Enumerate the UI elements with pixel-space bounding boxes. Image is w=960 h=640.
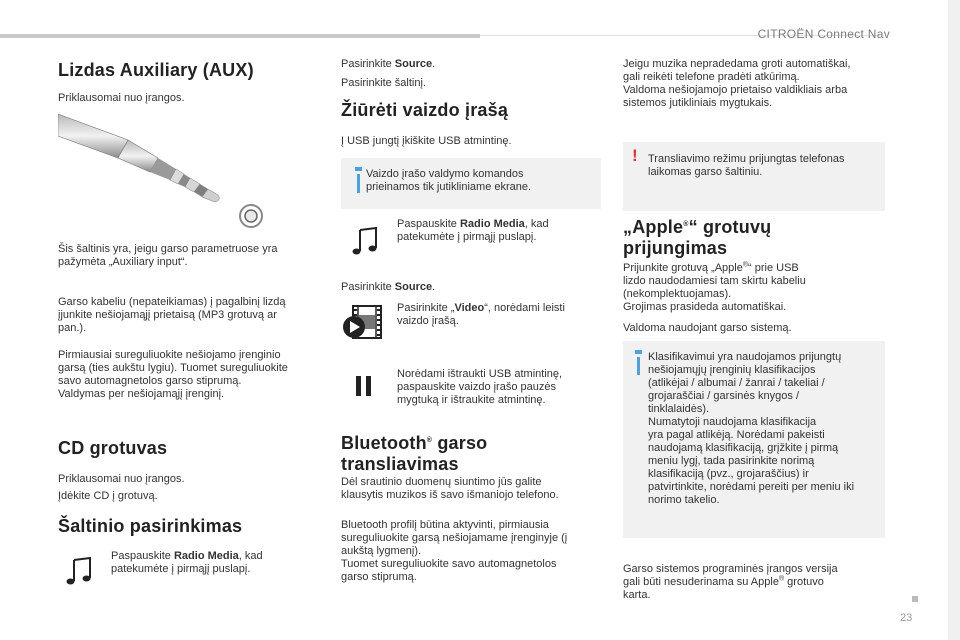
- classification-note-box: [623, 341, 885, 538]
- text-line: (nekomplektuojamas).: [623, 288, 732, 300]
- apple-paragraph-2: Valdoma naudojant garso sistemą.: [623, 322, 792, 334]
- cd-title: CD grotuvas: [58, 438, 168, 458]
- text-line: nešiojamųjų įrenginių klasifikacijos: [648, 364, 816, 376]
- title-line: [341, 433, 487, 454]
- select-source: [341, 58, 435, 71]
- text-span: garso: [432, 433, 488, 453]
- button-name: Video: [454, 302, 485, 314]
- header-bar: [0, 34, 480, 38]
- text-line: klasifikaciją (pvz., grojaraščius) ir: [648, 468, 809, 480]
- text-line: (atlikėjai / albumai / žanrai / takeliai /: [648, 377, 825, 389]
- registered-mark: ®: [683, 221, 689, 228]
- text-line: [397, 302, 565, 315]
- text-line: [623, 576, 838, 589]
- text-line: Vaizdo įrašo valdymo komandos: [366, 168, 524, 180]
- side-tab: [948, 0, 960, 640]
- text-line: Transliavimo režimu prijungtas telefonas: [648, 153, 845, 165]
- text-line: garso stiprumą.: [341, 571, 417, 583]
- bluetooth-paragraph-2: [341, 519, 567, 584]
- text-span: Pasirinkite „: [397, 302, 455, 314]
- video-note-box: [341, 158, 601, 209]
- source-title: Šaltinio pasirinkimas: [58, 516, 243, 536]
- text-line: Šis šaltinis yra, jeigu garso parametruose yra: [58, 243, 278, 255]
- video-title: Žiūrėti vaizdo įrašą: [341, 100, 509, 120]
- text-line: gali reikėti telefone pradėti atkūrimą.: [623, 71, 800, 83]
- text-span: „Apple: [623, 217, 684, 237]
- text-line: mygtuką ir ištraukite atmintinę.: [397, 394, 546, 406]
- text-line: laikomas garso šaltiniu.: [648, 166, 763, 178]
- text-line: Valdymas per nešiojamąjį įrenginį.: [58, 388, 225, 400]
- text-span: Pasirinkite: [341, 58, 395, 70]
- info-dot: [355, 167, 362, 171]
- text-line: [111, 550, 263, 563]
- text-span: gali būti nesuderinama su Apple: [623, 576, 779, 588]
- text-span: Paspauskite: [397, 218, 460, 230]
- registered-mark: ®: [778, 575, 785, 583]
- text-line: [397, 218, 549, 231]
- bluetooth-title: [341, 433, 487, 475]
- text-span: “ grotuvų: [688, 217, 772, 237]
- page-number: 23: [900, 612, 913, 624]
- warning-text: [648, 153, 844, 179]
- text-line: garsą (ties aukštu lygiu). Tuomet sureguliuokite: [58, 362, 288, 374]
- text-span: , kad: [238, 550, 263, 562]
- text-line: vaizdo įrašą.: [397, 315, 459, 327]
- apple-paragraph-1: [623, 262, 806, 314]
- select-source-2: Pasirinkite šaltinį.: [341, 77, 426, 89]
- video-note-text: [366, 168, 531, 194]
- title-line: prijungimas: [623, 238, 728, 258]
- text-line: [623, 262, 806, 275]
- video-step-2: [397, 302, 565, 328]
- button-name: Source: [394, 58, 433, 70]
- text-span: Pasirinkite: [341, 281, 395, 293]
- text-line: Pirmiausiai sureguliuokite nešiojamo įrenginio: [58, 349, 281, 361]
- text-line: Dėl srautinio duomenų siuntimo jūs galite: [341, 476, 542, 488]
- text-line: tinklalaidės).: [648, 403, 710, 415]
- text-line: naudojamą klasifikaciją, grįžkite į pirmą: [648, 442, 839, 454]
- text-line: savo automagnetolos garso stiprumą.: [58, 375, 242, 387]
- text-line: pažymėta „Auxiliary input“.: [58, 256, 188, 268]
- text-line: Bluetooth profilį būtina aktyvinti, pirmiausia: [341, 519, 549, 531]
- text-line: grojaraščiai / garsinės knygos /: [648, 390, 800, 402]
- pause-icon: [354, 374, 374, 398]
- music-note-icon: [64, 556, 94, 586]
- text-line: pan.).: [58, 322, 87, 334]
- text-span: Paspauskite: [111, 550, 174, 562]
- text-line: meniu lygį, tada pasirinkite norimą: [648, 455, 815, 467]
- text-span: Bluetooth: [341, 433, 427, 453]
- text-line: karta.: [623, 589, 651, 601]
- text-span: “, norėdami leisti: [484, 302, 565, 314]
- aux-paragraph-3: [58, 296, 285, 335]
- text-span: “ prie USB: [748, 262, 799, 274]
- warning-box: [623, 142, 885, 211]
- source-step-1: [111, 550, 263, 576]
- text-span: grotuvo: [784, 576, 824, 588]
- music-note-icon: [350, 226, 380, 256]
- video-step-3: [397, 368, 562, 407]
- text-line: įjunkite nešiojamąjį prietaisą (MP3 grotuvą ar: [58, 309, 277, 321]
- text-span: , kad: [524, 218, 549, 230]
- cd-paragraph-1: Priklausomai nuo įrangos.: [58, 473, 185, 485]
- text-line: klausytis muzikos iš savo išmaniojo telefono.: [341, 489, 559, 501]
- text-line: norimo takelio.: [648, 494, 720, 506]
- text-line: Klasifikavimui yra naudojamos prijungtų: [648, 351, 842, 363]
- text-line: Valdoma nešiojamojo prietaiso valdikliais arba: [623, 84, 848, 96]
- text-line: patekumėte į pirmąjį puslapį.: [397, 231, 537, 243]
- cd-paragraph-2: Įdėkite CD į grotuvą.: [58, 490, 158, 502]
- registered-mark: ®: [426, 437, 433, 444]
- video-step-1: [397, 218, 549, 244]
- info-dot: [635, 350, 642, 354]
- info-icon: [357, 174, 360, 193]
- bluetooth-paragraph-1: [341, 476, 559, 502]
- text-line: patekumėte į pirmąjį puslapį.: [111, 563, 251, 575]
- text-span: .: [432, 281, 436, 293]
- text-line: yra pagal atlikėją. Norėdami pakeisti: [648, 429, 825, 441]
- text-line: Garso sistemos programinės įrangos versija: [623, 563, 838, 575]
- video-paragraph-1: Į USB jungtį įkiškite USB atmintinę.: [341, 135, 512, 147]
- classification-note-text: [648, 351, 854, 507]
- text-line: [341, 58, 435, 71]
- text-line: Numatytoji naudojama klasifikacija: [648, 416, 817, 428]
- title-line: [623, 217, 771, 238]
- button-name: Source: [394, 281, 433, 293]
- text-line: sureguliuokite garsą nešiojamame įrenginyje (į: [341, 532, 568, 544]
- text-line: Tuomet sureguliuokite savo automagnetolos: [341, 558, 557, 570]
- footer-marker: [912, 596, 918, 602]
- aux-title: Lizdas Auxiliary (AUX): [58, 60, 254, 80]
- aux-paragraph-2: [58, 243, 277, 269]
- text-line: sistemos jutikliniais mygtukais.: [623, 97, 773, 109]
- header-title: CITROËN Connect Nav: [757, 27, 890, 41]
- info-icon: [637, 357, 640, 375]
- text-line: prieinamos tik jutikliniame ekrane.: [366, 181, 532, 193]
- text-line: lizdo naudodamiesi tam skirtu kabeliu: [623, 275, 806, 287]
- button-name: Radio Media: [459, 218, 525, 230]
- registered-mark: ®: [742, 261, 749, 269]
- aux-paragraph-4: [58, 349, 288, 401]
- button-name: Radio Media: [173, 550, 239, 562]
- warning-icon: !: [632, 146, 638, 165]
- text-span: Prijunkite grotuvą „Apple: [623, 262, 743, 274]
- text-line: Garso kabeliu (nepateikiamas) į pagalbinį lizdą: [58, 296, 286, 308]
- video-select-source: [341, 281, 435, 294]
- text-line: Norėdami ištraukti USB atmintinę,: [397, 368, 563, 380]
- aux-paragraph-1: Priklausomai nuo įrangos.: [58, 92, 185, 104]
- text-line: aukštą lygmenį).: [341, 545, 422, 557]
- text-span: .: [432, 58, 436, 70]
- video-play-icon: [341, 303, 385, 343]
- text-line: Jeigu muzika nepradedama groti automatiškai,: [623, 58, 851, 70]
- text-line: paspauskite vaizdo įrašo pauzės: [397, 381, 556, 393]
- text-line: patvirtinkite, norėdami pereiti per meniu iki: [648, 481, 855, 493]
- apple-title: [623, 217, 771, 259]
- text-line: Grojimas prasideda automatiškai.: [623, 301, 787, 313]
- col3-paragraph-1: [623, 58, 850, 110]
- audio-jack-icon: [58, 112, 278, 232]
- firmware-paragraph: [623, 563, 838, 602]
- title-line: transliavimas: [341, 454, 459, 474]
